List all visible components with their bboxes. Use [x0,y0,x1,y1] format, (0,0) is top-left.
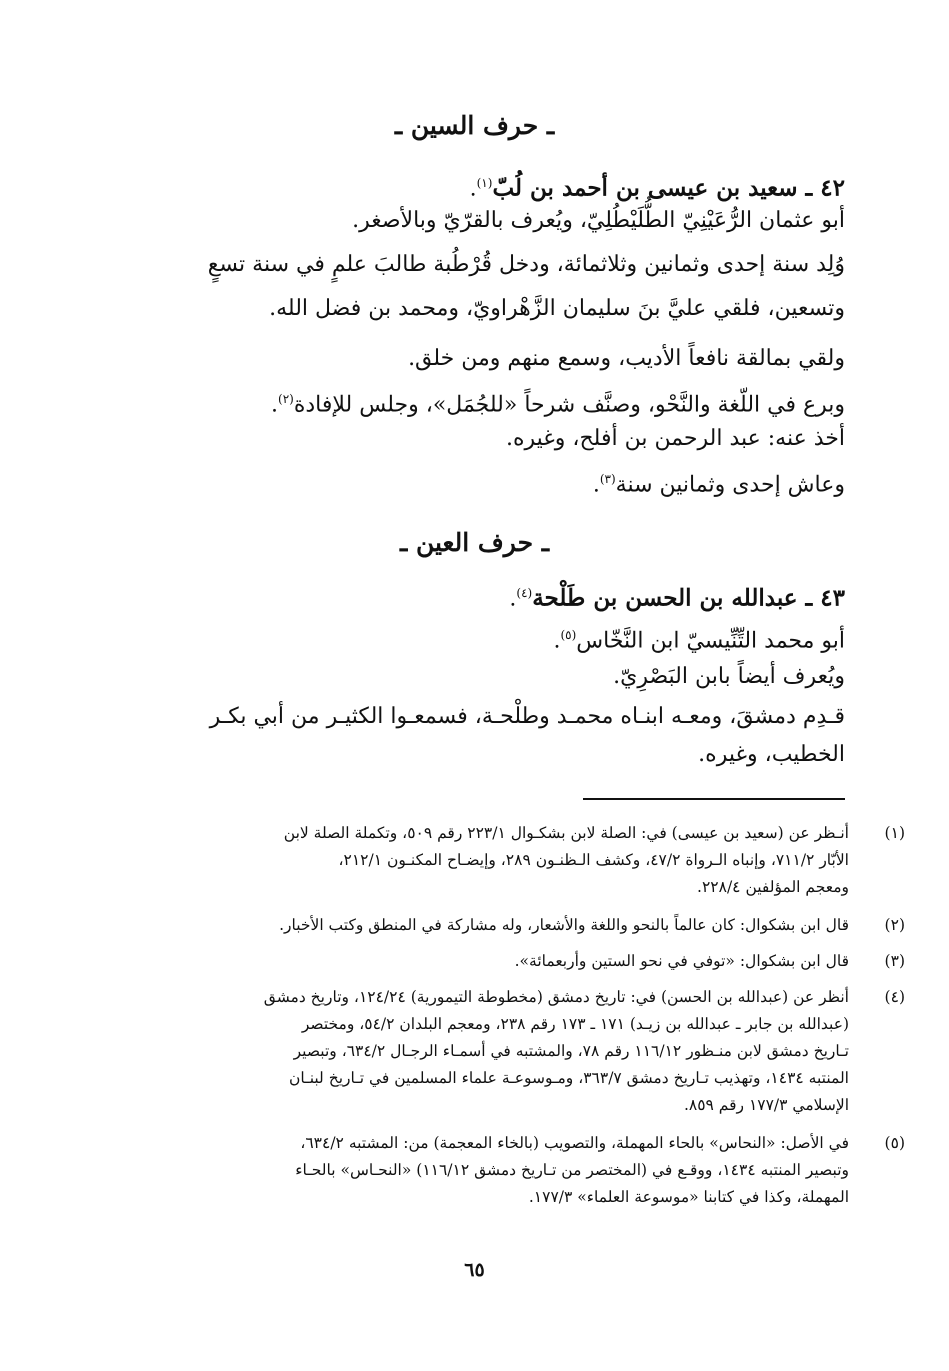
footnote-number: (٥) [884,1134,905,1152]
entry-43-line-1 [105,620,845,656]
section-heading-sin: ـ حرف السين ـ [394,111,555,140]
entry-42-line-5 [105,384,845,420]
entry-42-line-3: وتسعين، فلقي عليَّ بنَ سليمان الزَّهْراويّ، ومحمد بن فضل الله. [269,296,845,321]
entry-42-line-7 [105,464,845,500]
footnote-ref-5: (٥) [560,628,577,642]
footnote-ref-3: (٣) [599,472,616,486]
page-number: ٦٥ [464,1259,485,1281]
footnote-line: ومعجم المؤلفين ٢٢٨/٤. [697,878,849,896]
footnote-5 [129,1130,905,1211]
footnote-number: (٢) [884,916,905,934]
entry-title-text: ٤٣ ـ عبدالله بن الحسن بن طَلْحة [532,584,845,612]
footnote-3 [129,948,905,975]
entry-42-line-2: وُلِد سنة إحدى وثمانين وثلاثمائة، ودخل قُرْطُبة طالبَ علمٍ في سنة تسعٍ [207,252,845,277]
entry-42-line-4: ولقي بمالقة نافعاً الأديب، وسمع منهم ومن خلق. [408,346,845,371]
footnote-separator [583,798,845,800]
footnote-ref-1: (١) [476,176,493,190]
footnote-ref-2: (٢) [278,392,294,406]
footnote-line: المنتبه ١٤٣٤، وتهذيب تـاريخ دمشق ٣٦٣/٧، ومـوسوعـة علماء المسلمين في تـاريخ لبنـان [289,1069,849,1087]
line-text: أبو محمد التِّنِّيسيّ ابن النَّخّاس [576,628,845,654]
footnote-line: الأبّار ٧١١/٢، وإنباه الـرواة ٤٧/٢، وكشف الـظنـون ٢٨٩، وإيضـاح المكنـون ٢١٢/١، [338,851,849,869]
footnote-ref-4: (٤) [516,586,533,600]
footnote-1 [129,820,905,901]
entry-title-end: . [509,586,517,612]
footnote-4 [129,984,905,1119]
footnote-2 [129,912,905,939]
footnote-line: وتبصير المنتبه ١٤٣٤، ووقـع في (المختصر من تـاريخ دمشق ١١٦/١٢) «النحـاس» بالحـاء [295,1161,849,1179]
footnote-line: قال ابن بشكوال: كان عالماً بالنحو واللغة والأشعار، وله مشاركة في المنطق وكتب الأخبار. [279,916,849,934]
footnote-number: (٤) [884,988,905,1006]
footnote-line: الإسلامي ١٧٧/٣ رقم ٨٥٩. [683,1096,849,1114]
entry-title-text: ٤٢ ـ سعيد بن عيسى بن أحمد بن لُبّ [492,174,845,202]
footnote-line: في الأصل: «النحاس» بالحاء المهملة، والتصويب (بالخاء المعجمة) من: المشتبه ٦٣٤/٢، [300,1134,849,1152]
footnote-number: (١) [884,824,905,842]
line-text: وبرع في اللّغة والنَّحْو، وصنَّف شرحاً «للجُمَل»، وجلس للإفادة [293,392,845,418]
footnote-line: أنـظر عن (سعيد بن عيسى) في: الصلة لابن بشكـوال ٢٢٣/١ رقم ٥٠٩، وتكملة الصلة لابن [283,824,849,842]
line-end: . [271,392,278,418]
line-end: . [592,472,600,498]
footnote-line: المهملة، وكذا في كتابنا «موسوعة العلماء» ١٧٧/٣. [528,1188,849,1206]
entry-title-end: . [469,176,477,202]
entry-42-title [105,168,845,204]
footnote-line: قال ابن بشكوال: «توفي في نحو الستين وأربعمائة». [514,952,849,970]
section-heading-ayn: ـ حرف العين ـ [399,528,550,557]
entry-42-line-6: أخذ عنه: عبد الرحمن بن أفلح، وغيره. [505,426,845,451]
line-text: وعاش إحدى وثمانين سنة [615,472,845,498]
footnote-line: (عبدالله بن جابر ـ عبدالله بن زيـد) ١٧١ ـ ١٧٣ رقم ٢٣٨، ومعجم البلدان ٥٤/٢، ومختصر [301,1015,849,1033]
entry-42-line-1: أبو عثمان الرُّعَيْنِيّ الطُّلَيْطُلِيّ، ويُعرف بالقرّيّ وبالأصغر. [352,208,845,233]
footnote-number: (٣) [884,952,905,970]
entry-43-line-4: الخطيب، وغيره. [698,742,845,767]
footnote-line: تـاريخ دمشق لابن منـظور ١١٦/١٢ رقم ٧٨، والمشتبه في أسمـاء الرجـال ٦٣٤/٢، وتبصير [293,1042,849,1060]
entry-43-title [105,578,845,614]
entry-43-line-2: ويُعرف أيضاً بابن البَصْرِيّ. [613,664,845,689]
line-end: . [553,628,561,654]
entry-43-line-3: قـدِم دمشقَ، ومعـه ابنـاه محمـد وطلْحـة، فسمعـوا الكثيـر من أبي بكـر [209,704,845,729]
footnote-line: أنظر عن (عبدالله بن الحسن) في: تاريخ دمشق (مخطوطة التيمورية) ١٢٤/٢٤، وتاريخ دمشق [263,988,849,1006]
